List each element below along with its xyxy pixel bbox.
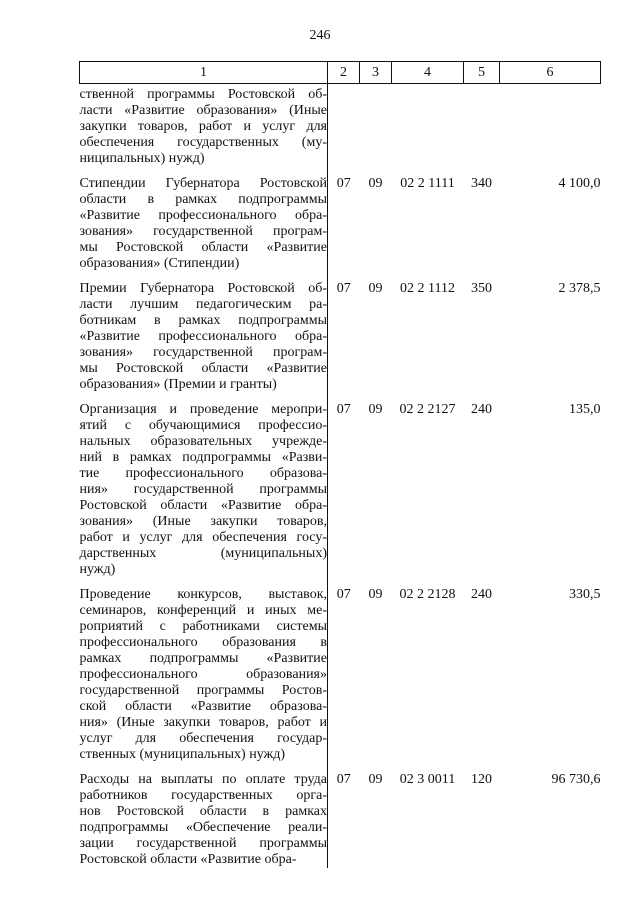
description-line: дарственных (муниципальных) xyxy=(79,546,327,561)
row-expense-type xyxy=(464,84,500,168)
description-line: «Развитие профессионального обра- xyxy=(79,329,327,344)
description-line: Ростовской области «Развитие обра- xyxy=(79,498,327,513)
description-line: тие профессионального образова- xyxy=(79,466,327,481)
description-line: зования» государственной програм- xyxy=(79,345,327,360)
description-line: Проведение конкурсов, выставок, xyxy=(79,587,327,602)
description-line: мы Ростовской области «Развитие xyxy=(79,361,327,376)
header-col-1: 1 xyxy=(80,62,328,84)
description-line: Стипендии Губернатора Ростовской xyxy=(79,176,327,191)
row-description xyxy=(80,167,328,272)
description-line: государственной программы Ростов- xyxy=(79,683,327,698)
description-line: зации государственной программы xyxy=(79,836,327,851)
description-line: закупки товаров, работ и услуг для xyxy=(79,119,327,134)
row-subsection: 09 xyxy=(368,772,383,787)
description-line: «Развитие профессионального обра- xyxy=(79,208,327,223)
description-line: профессионального образования» xyxy=(79,667,327,682)
description-line: подпрограммы «Обеспечение реали- xyxy=(79,820,327,835)
description-line: Расходы на выплаты по оплате труда xyxy=(79,772,327,787)
description-line: ственной программы Ростовской об- xyxy=(79,87,327,102)
row-expense-type: 120 xyxy=(471,772,492,787)
header-col-3: 3 xyxy=(360,62,392,84)
description-line: нов Ростовской области в рамках xyxy=(79,804,327,819)
description-line: зования» государственной програм- xyxy=(79,224,327,239)
description-line: образования» (Стипендии) xyxy=(79,256,240,271)
description-line: ниципальных) нужд) xyxy=(79,151,205,166)
row-description xyxy=(80,578,328,763)
header-col-5: 5 xyxy=(464,62,500,84)
row-expense-type: 350 xyxy=(471,281,492,296)
description-line: Организация и проведение меропри- xyxy=(79,402,327,417)
description-line: ятий с обучающимися профессио- xyxy=(79,418,327,433)
row-description xyxy=(80,763,328,868)
row-subsection: 09 xyxy=(368,587,383,602)
row-target-article: 02 2 1111 xyxy=(400,176,455,191)
row-amount: 96 730,6 xyxy=(551,772,601,787)
description-line: образования» (Премии и гранты) xyxy=(79,377,277,392)
row-amount xyxy=(500,84,601,168)
description-line: ственных (муниципальных) нужд) xyxy=(79,747,285,762)
table-row xyxy=(80,578,601,763)
table-row xyxy=(80,272,601,393)
description-line: Премии Губернатора Ростовской об- xyxy=(79,281,327,296)
description-line: роприятий с работниками системы xyxy=(79,619,327,634)
row-subsection: 09 xyxy=(368,402,383,417)
row-description xyxy=(80,272,328,393)
row-expense-type: 240 xyxy=(471,402,492,417)
row-section: 07 xyxy=(336,772,351,787)
row-amount: 2 378,5 xyxy=(558,281,601,296)
row-subsection: 09 xyxy=(368,176,383,191)
description-line: семинаров, конференций и иных ме- xyxy=(79,603,327,618)
row-amount: 135,0 xyxy=(569,402,601,417)
table-body xyxy=(80,84,601,869)
budget-table xyxy=(79,61,601,868)
row-description xyxy=(80,393,328,578)
table-row xyxy=(80,84,601,168)
row-subsection: 09 xyxy=(368,281,383,296)
description-line: ласти «Развитие образования» (Иные xyxy=(79,103,327,118)
description-line: области в рамках подпрограммы xyxy=(79,192,327,207)
table-row xyxy=(80,763,601,868)
description-line: нальных образовательных учрежде- xyxy=(79,434,327,449)
description-line: ний в рамках подпрограммы «Разви- xyxy=(79,450,327,465)
table-row xyxy=(80,393,601,578)
row-section: 07 xyxy=(336,281,351,296)
row-amount: 4 100,0 xyxy=(558,176,601,191)
row-target-article: 02 2 1112 xyxy=(400,281,455,296)
description-line: ботникам в рамках подпрограммы xyxy=(79,313,327,328)
row-section xyxy=(328,84,360,168)
description-line: зования» (Иные закупки товаров, xyxy=(79,514,327,529)
row-description xyxy=(80,84,328,168)
description-line: нужд) xyxy=(79,562,116,577)
row-target-article xyxy=(392,84,464,168)
row-section: 07 xyxy=(336,587,351,602)
page-number: 246 xyxy=(309,28,331,43)
header-row xyxy=(80,62,601,84)
row-expense-type: 240 xyxy=(471,587,492,602)
description-line: ской области «Развитие образова- xyxy=(79,699,327,714)
table-row xyxy=(80,167,601,272)
header-col-2: 2 xyxy=(328,62,360,84)
description-line: работников государственных орга- xyxy=(79,788,327,803)
row-section: 07 xyxy=(336,402,351,417)
header-col-4: 4 xyxy=(392,62,464,84)
description-line: профессионального образования в xyxy=(79,635,327,650)
description-line: ния» (Иные закупки товаров, работ и xyxy=(79,715,327,730)
row-target-article: 02 2 2127 xyxy=(399,402,456,417)
description-line: ния» государственной программы xyxy=(79,482,327,497)
row-subsection xyxy=(360,84,392,168)
row-target-article: 02 2 2128 xyxy=(399,587,456,602)
description-line: ласти лучшим педагогическим ра- xyxy=(79,297,327,312)
description-line: мы Ростовской области «Развитие xyxy=(79,240,327,255)
description-line: работ и услуг для обеспечения госу- xyxy=(79,530,327,545)
row-expense-type: 340 xyxy=(471,176,492,191)
description-line: Ростовской области «Развитие обра- xyxy=(79,852,297,867)
description-line: услуг для обеспечения государ- xyxy=(79,731,327,746)
description-line: обеспечения государственных (му- xyxy=(79,135,327,150)
row-target-article: 02 3 0011 xyxy=(399,772,456,787)
row-amount: 330,5 xyxy=(569,587,601,602)
description-line: рамках подпрограммы «Развитие xyxy=(79,651,327,666)
header-col-6: 6 xyxy=(500,62,601,84)
row-section: 07 xyxy=(336,176,351,191)
